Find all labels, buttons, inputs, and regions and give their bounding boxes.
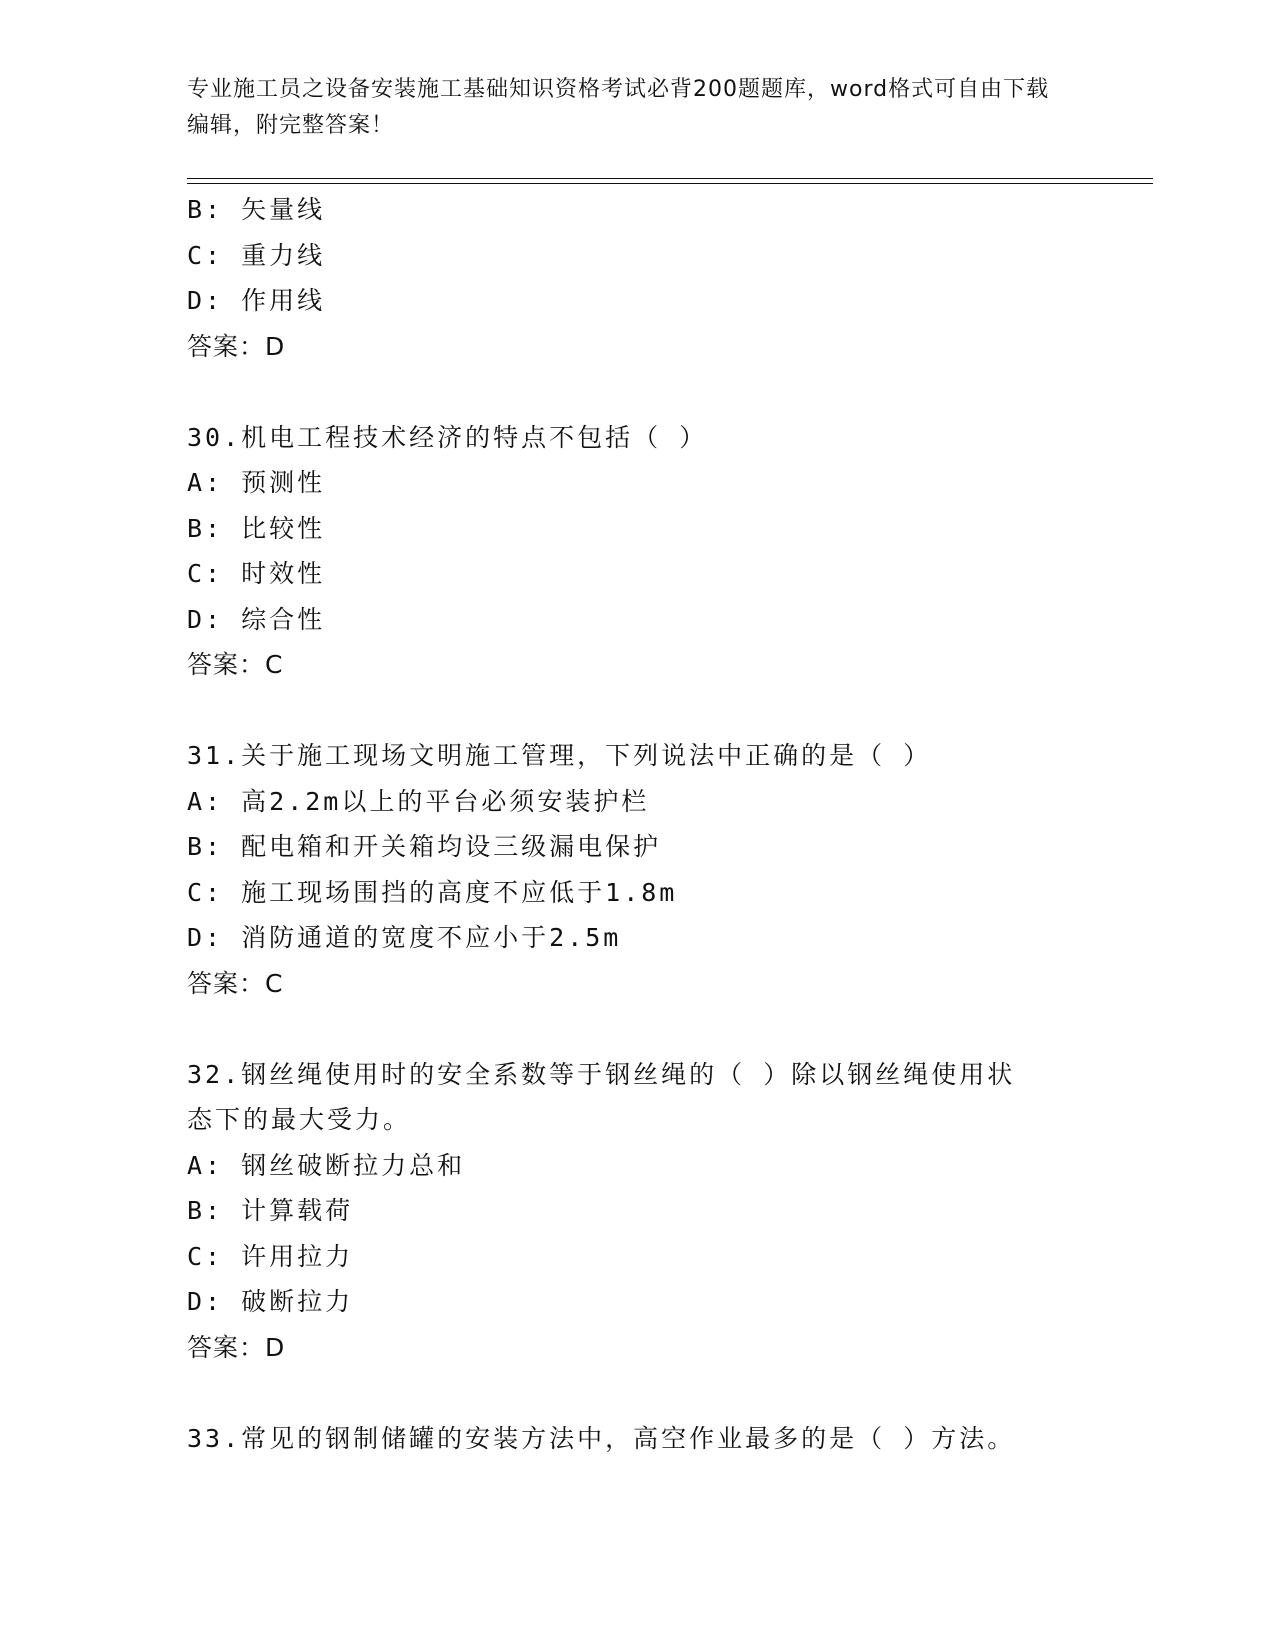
option-b: B: 比较性 <box>187 513 326 543</box>
document-body <box>187 187 1087 1461</box>
option-c: C: 重力线 <box>187 240 326 270</box>
question-stem: 31.关于施工现场文明施工管理，下列说法中正确的是（ ） <box>187 741 932 770</box>
option-a: A: 预测性 <box>187 468 326 497</box>
answer-line: 答案：C <box>187 968 284 998</box>
question-30 <box>187 415 1087 688</box>
option-d: D: 破断拉力 <box>187 1287 354 1316</box>
answer-line: 答案：C <box>187 650 284 679</box>
option-d: D: 作用线 <box>187 286 326 315</box>
option-c: C: 施工现场围挡的高度不应低于1.8m <box>187 877 678 907</box>
option-c: C: 许用拉力 <box>187 1241 354 1271</box>
option-a: A: 高2.2m以上的平台必须安装护栏 <box>187 786 650 816</box>
question-33 <box>187 1416 1087 1462</box>
spacer <box>187 369 1087 415</box>
spacer <box>187 688 1087 734</box>
question-29-continuation <box>187 187 1087 369</box>
option-d: D: 消防通道的宽度不应小于2.5m <box>187 923 622 952</box>
question-stem: 33.常见的钢制储罐的安装方法中，高空作业最多的是（ ）方法。 <box>187 1423 1016 1453</box>
question-stem: 30.机电工程技术经济的特点不包括（ ） <box>187 422 708 452</box>
answer-line: 答案：D <box>187 331 286 361</box>
header-rule-top <box>187 178 1153 179</box>
option-d: D: 综合性 <box>187 604 326 634</box>
option-b: B: 矢量线 <box>187 195 326 224</box>
header-rule-bottom <box>187 183 1153 184</box>
option-b: B: 配电箱和开关箱均设三级漏电保护 <box>187 832 662 861</box>
option-a: A: 钢丝破断拉力总和 <box>187 1150 466 1180</box>
answer-line: 答案：D <box>187 1332 286 1362</box>
question-31 <box>187 733 1087 1006</box>
spacer <box>187 1006 1087 1052</box>
question-stem: 32.钢丝绳使用时的安全系数等于钢丝绳的（ ）除以钢丝绳使用状态下的最大受力。 <box>187 1059 1016 1134</box>
document-header: 专业施工员之设备安装施工基础知识资格考试必背200题题库，word格式可自由下载编辑，附完整答案！ <box>187 77 1050 138</box>
question-32 <box>187 1052 1087 1371</box>
option-b: B: 计算载荷 <box>187 1196 354 1225</box>
spacer <box>187 1370 1087 1416</box>
option-c: C: 时效性 <box>187 559 326 588</box>
